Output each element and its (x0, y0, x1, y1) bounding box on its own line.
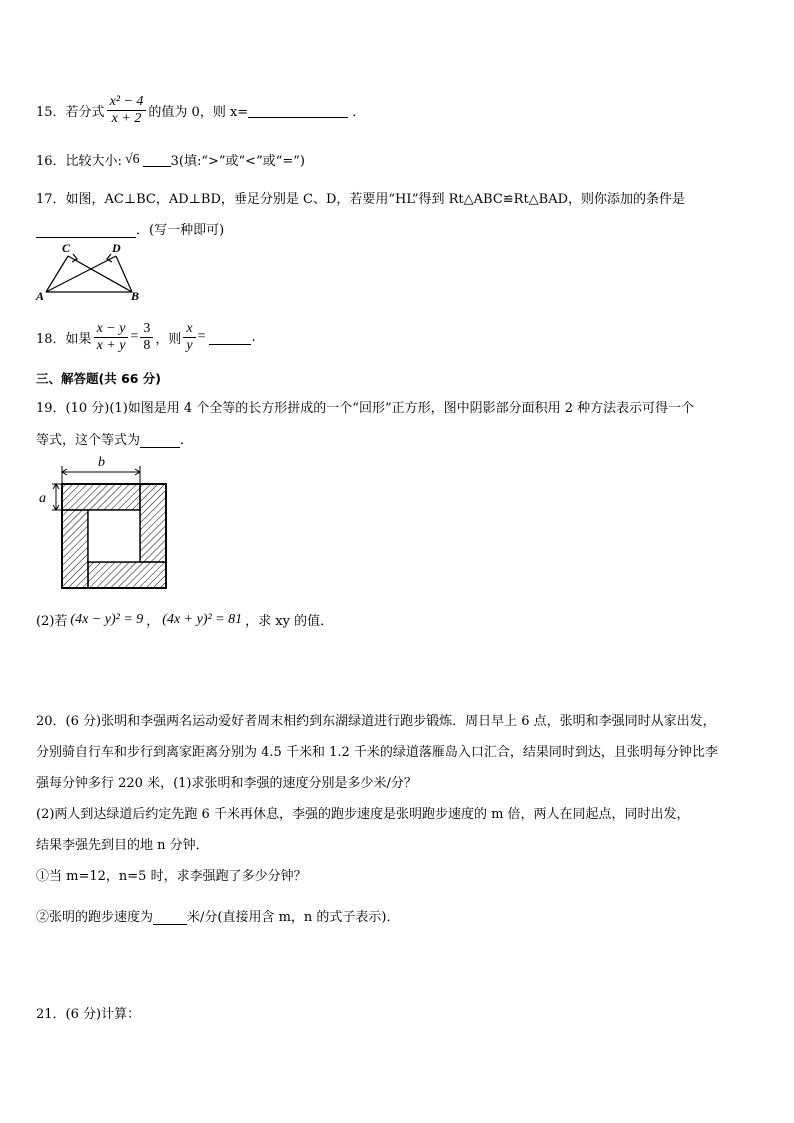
q19-equation-2: (4x + y)² = 81 (162, 611, 243, 627)
q17-answer-blank[interactable] (36, 223, 136, 238)
q18-fraction-2-numerator: 3 (140, 322, 153, 338)
q17-segment-cb (68, 256, 132, 292)
q15-fraction (107, 95, 147, 126)
q17-number: 17． (36, 192, 66, 207)
q19-inner-square (88, 510, 140, 562)
question-20-line1: 20．(6 分)张明和李强两名运动爱好者周末相约到东湖绿道进行跑步锻炼．周日早上 6 点，张明和李强同时从家出发， (36, 714, 716, 729)
question-16 (36, 150, 305, 169)
question-20-line7 (36, 906, 400, 925)
q19-separator: ， (146, 614, 160, 629)
q19-rect-left (62, 510, 88, 588)
q19-label-a: a (39, 491, 46, 506)
q18-end: . (251, 329, 256, 345)
question-19-line1: 19．(10 分)(1)如图是用 4 个全等的长方形拼成的一个“回形”正方形，图中阴影部分面积用 2 种方法表示可得一个 (36, 401, 695, 416)
q20-line7-suffix: 米/分(直接用含 m，n 的式子表示)． (187, 910, 400, 925)
question-15 (36, 92, 365, 128)
q16-prefix: 比较大小: (65, 154, 122, 169)
question-21: 21．(6 分)计算： (36, 1007, 141, 1022)
question-20-line6: ①当 m=12，n=5 时，求李强跑了多少分钟？ (36, 869, 307, 884)
q18-fraction-3 (183, 322, 195, 353)
q16-rest: 3(填:“>”或“<”或“=”) (170, 154, 305, 169)
q18-fraction-2 (140, 322, 153, 353)
question-20-line4: (2)两人到达绿道后约定先跑 6 千米再休息，李强的跑步速度是张明跑步速度的 m 倍，两人在同起点，同时出发， (36, 807, 690, 822)
q18-fraction-3-numerator: x (183, 322, 195, 338)
q15-number: 15． (36, 104, 66, 120)
q19-rect-bottom (88, 562, 166, 588)
q19-rect-top (62, 484, 140, 510)
q19-answer-blank[interactable] (140, 433, 180, 448)
q19-figure (36, 450, 172, 592)
question-19-part2 (36, 610, 333, 629)
q18-prefix: 如果 (65, 331, 92, 347)
q19-line2-text: 等式，这个等式为 (36, 433, 141, 448)
q16-number: 16． (36, 154, 66, 169)
q20-answer-blank[interactable] (153, 910, 187, 925)
q16-answer-blank[interactable] (143, 152, 171, 167)
question-20-line2: 分别骑自行车和步行到离家距离分别为 4.5 千米和 1.2 千米的绿道落雁岛入口汇合，结果同时到达，且张明每分钟比李 (36, 745, 718, 760)
q15-end: ． (352, 104, 366, 120)
q18-answer-blank[interactable] (209, 330, 251, 345)
question-19-line2 (36, 429, 193, 448)
question-17 (36, 188, 685, 207)
q15-answer-blank[interactable] (248, 103, 348, 118)
q17-text: 如图，AC⊥BC，AD⊥BD，垂足分别是 C、D，若要用“HL”得到 Rt△ABC≌Rt△BAD，则你添加的条件是 (65, 192, 686, 207)
q18-fraction-1-numerator: x − y (94, 322, 129, 338)
q18-fraction-1-denominator: x + y (96, 337, 126, 353)
q20-line7-prefix: ②张明的跑步速度为 (36, 910, 154, 925)
q19-line2-end: ． (180, 433, 194, 448)
q18-number: 18． (36, 331, 66, 347)
q15-fraction-denominator: x + 2 (111, 110, 142, 126)
q15-fraction-numerator: x² − 4 (107, 95, 147, 111)
question-20-line5: 结果李强先到目的地 n 分钟． (36, 838, 209, 853)
q18-equals-2: = (197, 329, 206, 344)
section-heading: 三、解答题(共 66 分) (36, 371, 162, 386)
q19-rect-right (140, 484, 166, 562)
q18-middle: ，则 (155, 331, 182, 347)
q19-part2-prefix: (2)若 (36, 614, 68, 629)
q19-part2-suffix: ，求 xy 的值． (245, 614, 334, 629)
q15-prefix: 若分式 (65, 104, 105, 120)
q17-figure (34, 240, 144, 304)
question-18 (36, 318, 256, 356)
q17-label-b: B (131, 289, 140, 303)
q17-line2-text: ．(写一种即可) (136, 223, 225, 238)
q17-label-c: C (62, 241, 71, 255)
q15-suffix: 的值为 0，则 x= (148, 104, 249, 120)
q18-equals-1: = (130, 329, 139, 344)
question-20-line3: 强每分钟多行 220 米，(1)求张明和李强的速度分别是多少米/分？ (36, 776, 417, 791)
question-17-line2 (36, 219, 224, 238)
q18-fraction-1 (94, 322, 129, 353)
q16-sqrt: √6 (124, 151, 140, 167)
q18-fraction-3-denominator: y (186, 337, 193, 353)
q17-segment-db (116, 256, 132, 292)
q19-equation-1: (4x − y)² = 9 (70, 611, 144, 627)
q17-label-a: A (36, 289, 45, 303)
q18-fraction-2-denominator: 8 (143, 337, 151, 353)
q17-label-d: D (112, 241, 121, 255)
q19-label-b: b (98, 455, 105, 470)
